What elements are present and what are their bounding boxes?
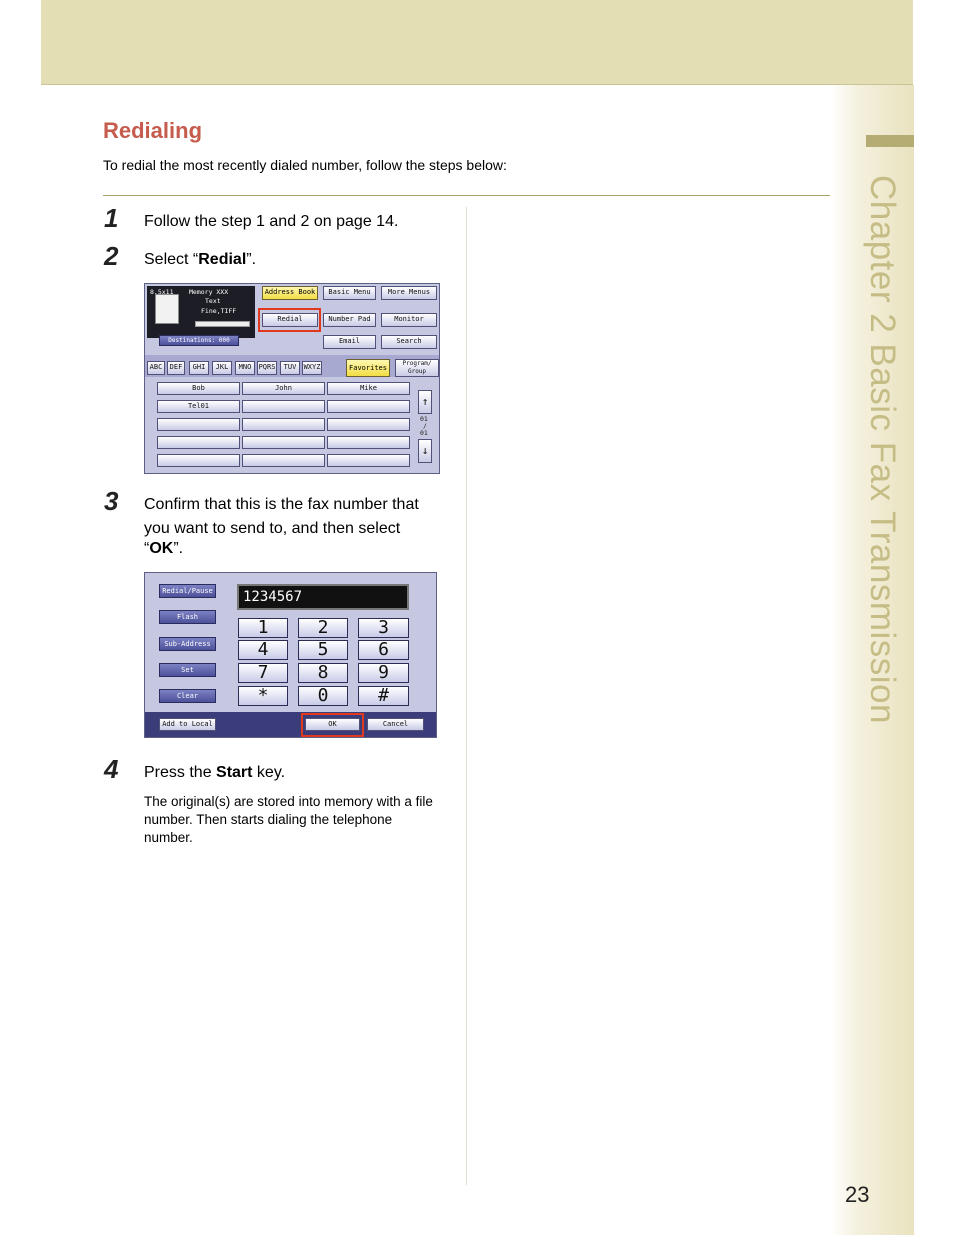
step-4-bold: Start xyxy=(216,764,253,781)
tab-tuv[interactable]: TUV xyxy=(280,361,300,375)
tab-program-group[interactable]: Program/ Group xyxy=(395,359,439,377)
tab-ghi[interactable]: GHI xyxy=(189,361,209,375)
address-entry-empty[interactable] xyxy=(242,436,325,449)
column-divider xyxy=(466,207,467,1185)
ok-highlight xyxy=(301,713,364,737)
address-entry-empty[interactable] xyxy=(327,400,410,413)
clear-button[interactable]: Clear xyxy=(159,689,216,703)
step-4-number: 4 xyxy=(104,754,119,784)
email-button[interactable]: Email xyxy=(323,335,376,349)
tab-pqrs[interactable]: PQRS xyxy=(257,361,277,375)
step-3-number: 3 xyxy=(104,486,119,516)
flash-button[interactable]: Flash xyxy=(159,610,216,624)
tab-favorites[interactable]: Favorites xyxy=(346,359,390,377)
key-8[interactable]: 8 xyxy=(298,663,348,683)
contrast-slider[interactable] xyxy=(195,321,250,327)
key-hash[interactable]: # xyxy=(358,686,409,706)
divider-rule xyxy=(103,195,830,196)
key-4[interactable]: 4 xyxy=(238,640,288,660)
step-2-suffix: ”. xyxy=(246,251,257,268)
key-6[interactable]: 6 xyxy=(358,640,409,660)
tab-abc[interactable]: ABC xyxy=(147,361,165,375)
step-3-suffix: ”. xyxy=(173,540,184,557)
tab-def[interactable]: DEF xyxy=(167,361,185,375)
key-0[interactable]: 0 xyxy=(298,686,348,706)
step-3-line2: you want to send to, and then select xyxy=(144,520,401,537)
redial-pause-button[interactable]: Redial/Pause xyxy=(159,584,216,598)
page-current: 01 xyxy=(420,415,428,423)
step-4-suffix: key. xyxy=(252,764,286,781)
screenshot-number-pad xyxy=(144,572,437,738)
step-4-prefix: Press the xyxy=(144,764,217,781)
status-paper: 8.5x11 xyxy=(150,288,174,296)
step-3-bold: OK xyxy=(149,540,174,557)
step-4-text xyxy=(144,761,285,785)
step-1-number: 1 xyxy=(104,203,119,233)
destinations-counter: Destinations: 000 xyxy=(159,335,239,346)
redial-button[interactable]: Redial xyxy=(262,313,318,327)
cancel-button[interactable]: Cancel xyxy=(367,718,424,731)
document-icon xyxy=(155,294,179,324)
section-intro: To redial the most recently dialed number, follow the steps below: xyxy=(103,157,507,173)
step-3-line1: Confirm that this is the fax number that xyxy=(144,496,419,513)
address-entry-empty[interactable] xyxy=(327,454,410,467)
address-entry-empty[interactable] xyxy=(242,418,325,431)
address-entry-empty[interactable] xyxy=(157,436,240,449)
step-4-note: The original(s) are stored into memory with a file number. Then starts dialing the telephone number. xyxy=(144,794,433,845)
address-entry-mike[interactable]: Mike xyxy=(327,382,410,395)
address-entry-bob[interactable]: Bob xyxy=(157,382,240,395)
key-1[interactable]: 1 xyxy=(238,618,288,638)
step-3-prefix: “ xyxy=(144,540,150,557)
step-1-text: Follow the step 1 and 2 on page 14. xyxy=(144,213,399,230)
sub-address-button[interactable]: Sub-Address xyxy=(159,637,216,651)
number-pad-button[interactable]: Number Pad xyxy=(323,313,376,327)
address-entry-empty[interactable] xyxy=(242,400,325,413)
key-9[interactable]: 9 xyxy=(358,663,409,683)
address-book-button[interactable]: Address Book xyxy=(262,286,318,300)
redial-highlight xyxy=(258,308,321,332)
status-memory: Memory XXX xyxy=(189,288,229,296)
status-text: Text xyxy=(205,297,221,305)
screenshot-address-book xyxy=(144,283,440,474)
address-entry-empty[interactable] xyxy=(242,454,325,467)
key-star[interactable]: * xyxy=(238,686,288,706)
chapter-heading: Chapter 2 Basic Fax Transmission xyxy=(863,175,902,724)
scroll-down-arrow-icon[interactable]: ↓ xyxy=(418,439,432,463)
page-slash: / xyxy=(423,422,427,430)
address-entry-empty[interactable] xyxy=(327,418,410,431)
address-entry-empty[interactable] xyxy=(157,454,240,467)
address-entry-john[interactable]: John xyxy=(242,382,325,395)
page-number: 23 xyxy=(845,1182,870,1207)
step-2-bold: Redial xyxy=(198,251,247,268)
step-2-prefix: Select “ xyxy=(144,251,199,268)
more-menus-button[interactable]: More Menus xyxy=(381,286,437,300)
section-title: Redialing xyxy=(103,118,203,143)
fax-number-display: 1234567 xyxy=(237,584,409,610)
step-2-text xyxy=(144,248,256,272)
monitor-button[interactable]: Monitor xyxy=(381,313,437,327)
top-band xyxy=(41,0,913,85)
key-7[interactable]: 7 xyxy=(238,663,288,683)
key-2[interactable]: 2 xyxy=(298,618,348,638)
chapter-tab-marker xyxy=(866,135,914,147)
step-2-number: 2 xyxy=(104,241,119,271)
address-entry-tel01[interactable]: Tel01 xyxy=(157,400,240,413)
ok-button[interactable]: OK xyxy=(305,718,360,731)
key-3[interactable]: 3 xyxy=(358,618,409,638)
address-entry-empty[interactable] xyxy=(157,418,240,431)
address-entry-empty[interactable] xyxy=(327,436,410,449)
status-resolution: Fine,TIFF xyxy=(201,307,237,315)
tab-jkl[interactable]: JKL xyxy=(212,361,232,375)
add-to-local-button[interactable]: Add to Local xyxy=(159,718,216,731)
step-3-line3 xyxy=(144,537,183,561)
tab-mno[interactable]: MNO xyxy=(235,361,255,375)
page-total: 01 xyxy=(420,429,428,437)
scroll-up-arrow-icon[interactable]: ↑ xyxy=(418,390,432,414)
search-button[interactable]: Search xyxy=(381,335,437,349)
tab-wxyz[interactable]: WXYZ xyxy=(302,361,322,375)
basic-menu-button[interactable]: Basic Menu xyxy=(323,286,376,300)
key-5[interactable]: 5 xyxy=(298,640,348,660)
set-button[interactable]: Set xyxy=(159,663,216,677)
